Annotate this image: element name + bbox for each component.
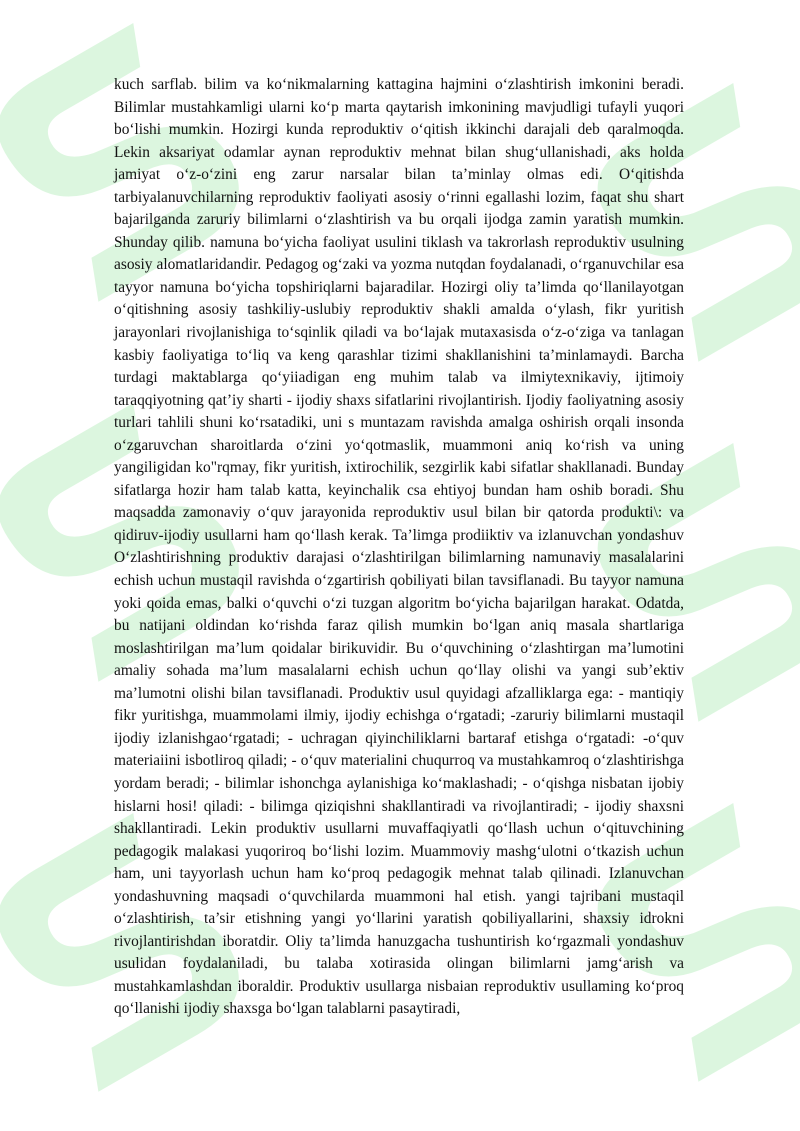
body-text-block <box>114 74 684 1021</box>
body-paragraph: kuch sarflab. bilim va ko‘nikmalarning kattagina hajmini o‘zlashtirish imkonini beradi. Bilimlar mustahkamligi ularni ko‘p marta qaytarish imkonining mavjudligi tufayli yuqori bo‘lishi mumkin. Hozirgi kunda reproduktiv o‘qitish ikkinchi darajali deb qaralmoqda. Lekin aksariyat odamlar aynan reproduktiv mehnat bilan shug‘ullanishadi, aks holda jamiyat o‘z-o‘zini eng zarur narsalar bilan ta’minlay olmas edi. O‘qitishda tarbiyalanuvchilarning reproduktiv faoliyati asosiy o‘rinni egallashi lozim, faqat shu shart bajarilganda zaruriy bilimlarni o‘zlashtirish va bu orqali ijodga zamin yaratish mumkin. Shunday qilib. namuna bo‘yicha faoliyat usulini tiklash va takrorlash reproduktiv usulning asosiy alomatlaridandir. Pedagog og‘zaki va yozma nutqdan foydalanadi, o‘rganuvchilar esa tayyor namuna bo‘yicha topshiriqlarni bajaradilar. Hozirgi oliy ta’limda qo‘llanilayotgan o‘qitishning asosiy tashkiliy-uslubiy reproduktiv shakli amalda o‘ylash, fikr yuritish jarayonlari rivojlanishiga to‘sqinlik qiladi va bo‘lajak mutaxasisda o‘z-o‘ziga va tanlagan kasbiy faoliyatiga to‘liq va keng qarashlar tizimi shakllanishini ta’minlamaydi. Barcha turdagi maktablarga qo‘yiiadigan eng muhim talab va ilmiytexnikaviy, ijtimoiy taraqqiyotning qat’iy sharti - ijodiy shaxs sifatlarini rivojlantirish. Ijodiy faoliyatning asosiy turlari tahlili shuni ko‘rsatadiki, uni s muntazam ravishda amalga oshirish orqali insonda o‘zgaruvchan sharoitlarda o‘zini yo‘qotmaslik, muammoni aniq ko‘rish va uning yangiligidan ko"rqmay, fikr yuritish, ixtirochilik, sezgirlik kabi sifatlar shakllanadi. Bunday sifatlarga hozir ham talab katta, keyinchalik csa ehtiyoj bundan ham oshib boradi. Shu maqsadda zamonaviy o‘quv jarayonida reproduktiv usul bilan bir qatorda produkti\: va qidiruv-ijodiy usullarni ham qo‘llash kerak. Ta’limga prodiiktiv va izlanuvchan yondashuv O‘zlashtirishning produktiv darajasi o‘zlashtirilgan bilimlarning namunaviy masalalarini echish uchun mustaqil ravishda o‘zgartirish qobiliyati bilan tavsiflanadi. Bu tayyor namuna yoki qoida emas, balki o‘quvchi o‘zi tuzgan algoritm bo‘yicha bajarilgan harakat. Odatda, bu natijani oldindan ko‘rishda faraz qilish mumkin bo‘lgan aniq masala shartlariga moslashtirilgan ma’lum qoidalar birikuvidir. Bu o‘quvchining o‘zlashtirgan ma’lumotini amaliy sohada ma’lum masalalarni echish uchun qo‘llay olishi va yangi sub’ektiv ma’lumotni olishi bilan tavsiflanadi. Produktiv usul quyidagi afzalliklarga ega: - mantiqiy fikr yuritishga, muammolami ilmiy, ijodiy echishga o‘rgatadi; -zaruriy bilimlarni mustaqil ijodiy izlanishgao‘rgatadi; - uchragan qiyinchiliklarni bartaraf etishga o‘rgatadi: -o‘quv materiaiini isbotliroq qiladi; - o‘quv materialini chuqurroq va mustahkamroq o‘zlashtirishga yordam beradi; - bilimlar ishonchga aylanishiga ko‘maklashadi; - o‘qishga nisbatan ijobiy hislarni hosi! qiladi: - bilimga qiziqishni shakllantiradi va rivojlantiradi; - ijodiy shaxsni shakllantiradi. Lekin produktiv usullarni muvaffaqiyatli qo‘llash uchun o‘qituvchining pedagogik malakasi yuqoriroq bo‘lishi lozim. Muammoviy mashg‘ulotni o‘tkazish uchun ham, uni tayyorlash uchun ham ko‘proq pedagogik mehnat talab qilinadi. Izlanuvchan yondashuvning maqsadi o‘quvchilarda muammoni hal etish. yangi tajribani mustaqil o‘zlashtirish, ta’sir etishning yangi yo‘llarini yaratish qobiliyallarini, shaxsiy idrokni rivojlantirishdan iboratdir. Oliy ta’limda hanuzgacha tushuntirish ko‘rgazmali yondashuv usulidan foydalaniladi, bu talaba xotirasida olingan bilimlarni jamg‘arish va mustahkamlashdan iboraldir. Produktiv usullarga nisbaian reproduktiv usullaming ko‘proq qo‘llanishi ijodiy shaxsga bo‘lgan talablarni pasaytiradi, <box>114 76 684 1018</box>
